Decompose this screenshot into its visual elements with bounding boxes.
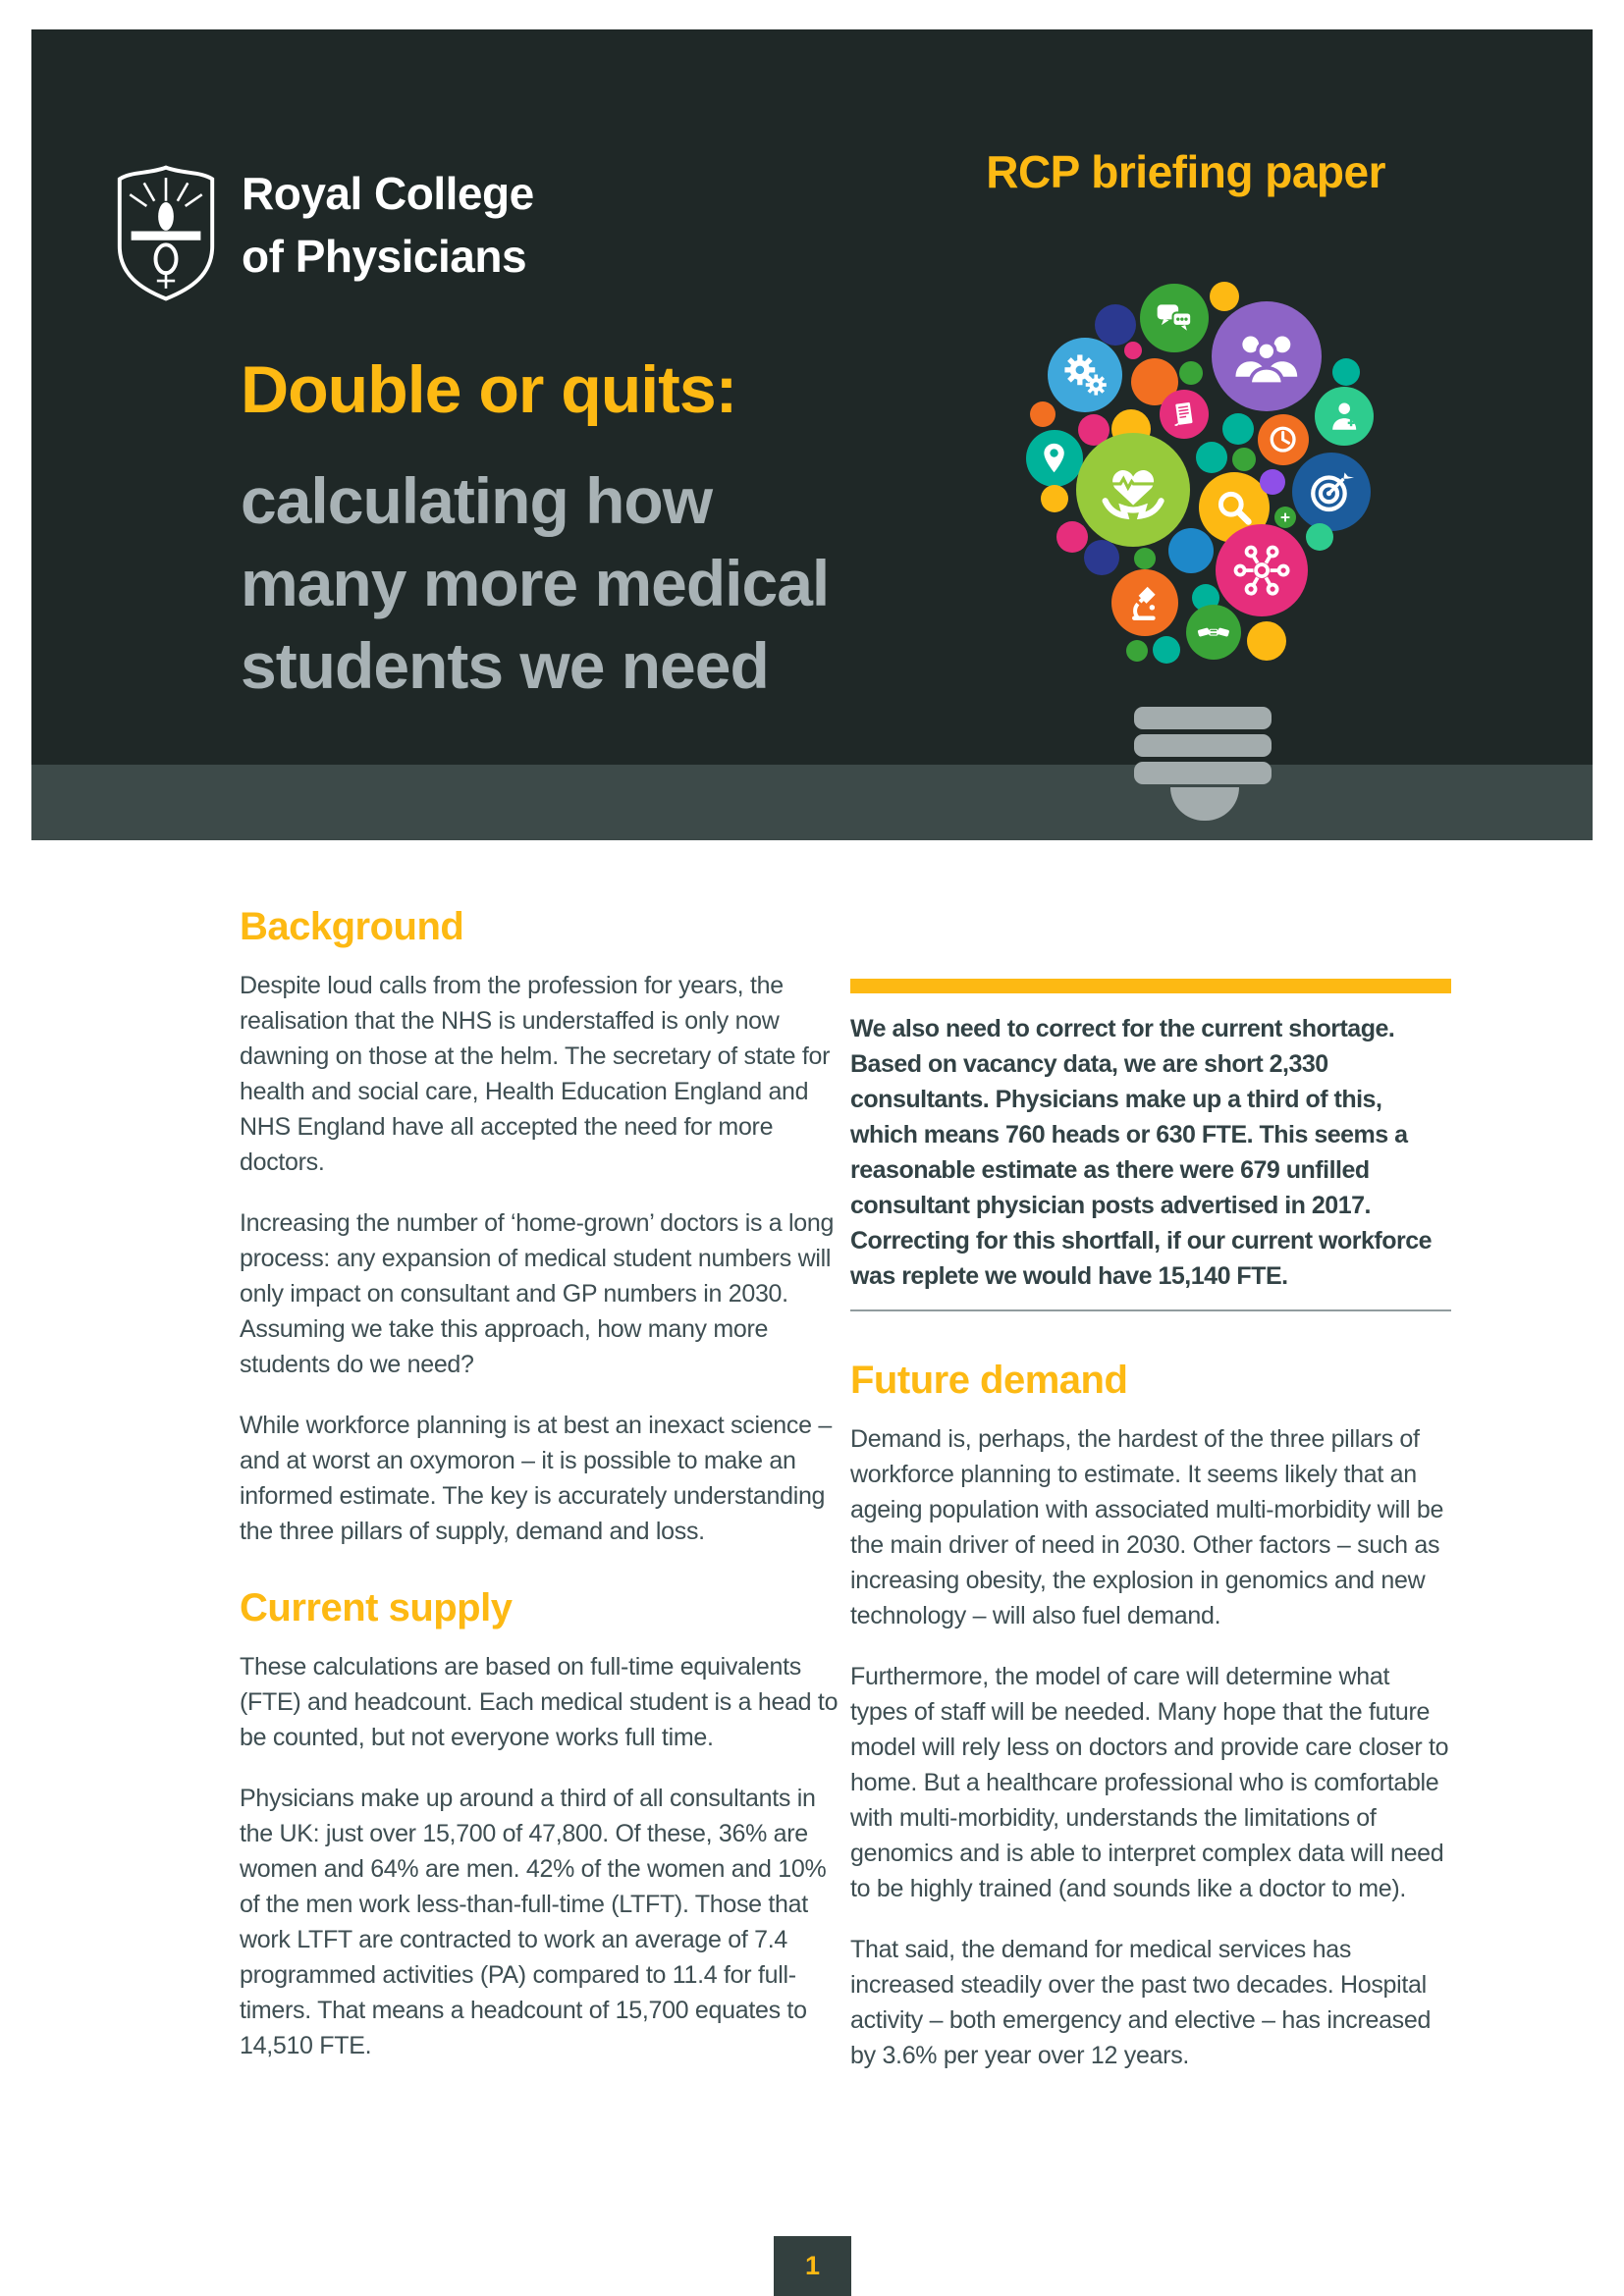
bulb-circle [1134, 548, 1156, 569]
document-icon [1160, 390, 1209, 439]
network-icon [1216, 524, 1308, 616]
bulb-circle [1056, 521, 1088, 553]
paragraph: That said, the demand for medical services has increased steadily over the past two decades. Hospital activity – both emergency and elective – has increased by 3.6% per year over 12 years. [850, 1936, 1432, 2069]
bulb-base-thread [1134, 734, 1272, 757]
microscope-icon [1111, 569, 1178, 636]
clock-icon [1258, 414, 1309, 465]
bulb-circle [1126, 640, 1148, 662]
bulb-circle [1222, 413, 1254, 445]
paragraph: While workforce planning is at best an inexact science – and at worst an oxymoron – it is possible to make an informed estimate. The key is accurately understanding the three pillars of supply, demand and loss. [240, 1412, 832, 1545]
paragraph: Demand is, perhaps, the hardest of the three pillars of workforce planning to estimate. It seems likely that an ageing population with associated multi-morbidity will be the main driver of need in 2030. Other factors – such as increasing obesity, the explosion in genomics and new technology – will also fuel demand. [850, 1425, 1444, 1629]
bulb-circle [1210, 282, 1239, 311]
plus-icon [1274, 507, 1296, 528]
rcp-logo [242, 162, 534, 288]
people-group-icon [1212, 301, 1322, 411]
heart-in-hands-icon [1076, 433, 1190, 547]
briefing-paper-label: RCP briefing paper [986, 146, 1385, 197]
callout-box [850, 979, 1451, 1311]
rcp-crest-icon [108, 147, 224, 319]
bulb-circle [1306, 523, 1333, 551]
chat-bubbles-icon [1140, 284, 1209, 352]
bulb-circle [1232, 448, 1256, 471]
bulb-circle [1095, 304, 1136, 346]
page-number-badge: 1 [774, 2236, 851, 2296]
paragraph: Despite loud calls from the profession for years, the realisation that the NHS is understaffed is only now dawning on those at the helm. The secretary of state for health and social care, Health Education England and NHS England have all accepted the need for more doctors. [240, 972, 831, 1176]
document-subtitle [241, 459, 829, 707]
bulb-circle [1168, 528, 1214, 573]
bulb-circle [1030, 401, 1056, 427]
logo-line-1: Royal College [242, 168, 534, 219]
bulb-circle [1084, 540, 1119, 575]
location-pin-icon [1026, 430, 1083, 487]
section-heading-current-supply: Current supply [240, 1586, 513, 1629]
subtitle-line: students we need [241, 629, 769, 702]
callout-text: We also need to correct for the current shortage. Based on vacancy data, we are short 2,330 consultants. Physicians make up a third of this, which means 760 heads or 630 FTE. This seems a reasonable estimate as there were 679 unfilled consultant physician posts advertised in 2017. Correcting for this shortfall, if our current workforce was replete we would have 15,140 FTE. [850, 1015, 1433, 1290]
paragraph: Physicians make up around a third of all consultants in the UK: just over 15,700 of 47,800. Of these, 36% are women and 64% are men. 42% of the women and 10% of the men work less-than-full-time (LTFT). Those that work LTFT are contracted to work an average of 7.4 programmed activities (PA) compared to 11.4 for full-timers. That means a headcount of 15,700 equates to 14,510 FTE. [240, 1785, 827, 2059]
bulb-circle [1260, 469, 1285, 495]
subtitle-line: many more medical [241, 547, 830, 619]
section-heading-background: Background [240, 905, 464, 948]
bulb-circle [1041, 485, 1068, 512]
paragraph: These calculations are based on full-time equivalents (FTE) and headcount. Each medical student is a head to be counted, but not everyone works full time. [240, 1653, 839, 1751]
handshake-icon [1186, 605, 1241, 660]
bulb-circle [1124, 342, 1142, 359]
lightbulb-graphic [1011, 265, 1404, 834]
left-column [240, 903, 840, 2089]
gears-icon [1048, 338, 1122, 412]
paragraph: Increasing the number of ‘home-grown’ doctors is a long process: any expansion of medical student numbers will only impact on consultant and GP numbers in 2030. Assuming we take this approach, how many more students do we need? [240, 1209, 835, 1378]
logo-line-2: of Physicians [242, 231, 527, 282]
person-plus-icon [1315, 387, 1374, 446]
bulb-circle [1153, 636, 1180, 664]
subtitle-line: calculating how [241, 464, 713, 537]
document-title: Double or quits: [241, 352, 737, 427]
bulb-base-thread [1134, 707, 1272, 729]
bulb-circle [1247, 621, 1286, 661]
bulb-base-thread [1134, 762, 1272, 784]
target-icon [1292, 453, 1371, 531]
paragraph: Furthermore, the model of care will determine what types of staff will be needed. Many hope that the future model will rely less on doctors and provide care closer to home. But a healthcare professional who is comfortable with multi-morbidity, understands the limitations of genomics and is able to interpret complex data will need to be highly trained (and sounds like a doctor to me). [850, 1663, 1449, 1902]
bulb-circle [1196, 442, 1227, 473]
bulb-circle [1332, 358, 1360, 386]
right-column [850, 979, 1451, 2099]
section-heading-future-demand: Future demand [850, 1359, 1128, 1402]
bulb-base-cap [1170, 787, 1239, 821]
bulb-circle [1179, 361, 1203, 385]
